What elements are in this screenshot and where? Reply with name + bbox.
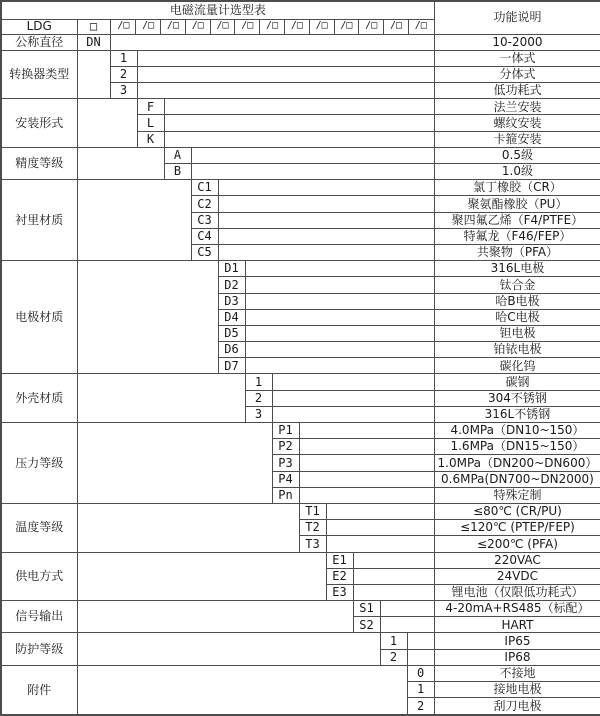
- model-slot-row: [112, 20, 433, 34]
- table-row: [1, 180, 600, 196]
- description-cell: 一体式: [434, 50, 600, 66]
- description-cell: 刮刀电极: [434, 698, 600, 715]
- blank-cell: [218, 212, 434, 228]
- code-cell: D7: [218, 358, 245, 374]
- blank-cell: [272, 390, 434, 406]
- blank-cell: [218, 244, 434, 260]
- blank-cell: [245, 358, 434, 374]
- description-cell: 4.0MPa（DN10~150）: [434, 423, 600, 439]
- code-cell: 1: [380, 633, 407, 649]
- table-row: [1, 665, 600, 681]
- model-slots: [110, 19, 434, 34]
- table-row: [1, 552, 600, 568]
- description-cell: 10-2000: [434, 34, 600, 50]
- code-cell: D3: [218, 293, 245, 309]
- blank-cell: [77, 374, 245, 423]
- description-cell: IP65: [434, 633, 600, 649]
- blank-cell: [77, 50, 110, 99]
- model-slot-box: /□: [334, 20, 359, 34]
- description-cell: 聚氨酯橡胶（PU）: [434, 196, 600, 212]
- code-cell: C3: [191, 212, 218, 228]
- code-cell: P3: [272, 455, 299, 471]
- model-first-slot: □: [77, 19, 110, 34]
- category-label: 附件: [1, 665, 77, 715]
- code-cell: 1: [245, 374, 272, 390]
- description-cell: 220VAC: [434, 552, 600, 568]
- code-cell: C4: [191, 228, 218, 244]
- description-cell: 钽电极: [434, 325, 600, 341]
- category-label: 供电方式: [1, 552, 77, 601]
- description-cell: 1.0级: [434, 164, 600, 180]
- blank-cell: [326, 520, 434, 536]
- blank-cell: [299, 439, 434, 455]
- model-slot-box: /□: [259, 20, 284, 34]
- code-cell: P2: [272, 439, 299, 455]
- blank-cell: [191, 164, 434, 180]
- description-cell: IP68: [434, 649, 600, 665]
- blank-cell: [245, 277, 434, 293]
- description-cell: 1.0MPa（DN200~DN600）: [434, 455, 600, 471]
- blank-cell: [380, 601, 434, 617]
- category-label: 外壳材质: [1, 374, 77, 423]
- code-cell: 2: [380, 649, 407, 665]
- blank-cell: [77, 665, 407, 715]
- description-cell: 304不锈钢: [434, 390, 600, 406]
- category-label: 精度等级: [1, 147, 77, 179]
- code-cell: E2: [326, 568, 353, 584]
- model-slot-box: /□: [284, 20, 309, 34]
- code-cell: D4: [218, 309, 245, 325]
- code-cell: 1: [407, 682, 434, 698]
- code-cell: 1: [110, 50, 137, 66]
- blank-cell: [164, 99, 434, 115]
- description-cell: 碳化钨: [434, 358, 600, 374]
- description-cell: 1.6MPa（DN15~150）: [434, 439, 600, 455]
- description-cell: ≤80℃ (CR/PU): [434, 503, 600, 519]
- model-slot-box: /□: [135, 20, 160, 34]
- table-row: [1, 503, 600, 519]
- blank-cell: [245, 309, 434, 325]
- blank-cell: [326, 503, 434, 519]
- table-row: [1, 423, 600, 439]
- code-cell: D1: [218, 261, 245, 277]
- code-cell: C5: [191, 244, 218, 260]
- description-cell: 聚四氟乙烯（F4/PTFE）: [434, 212, 600, 228]
- table-row: [1, 147, 600, 163]
- model-slot-box: /□: [117, 20, 130, 32]
- code-cell: 3: [245, 406, 272, 422]
- blank-cell: [137, 83, 434, 99]
- description-cell: HART: [434, 617, 600, 633]
- blank-cell: [77, 99, 137, 148]
- description-cell: 4-20mA+RS485（标配）: [434, 601, 600, 617]
- blank-cell: [77, 633, 380, 665]
- blank-cell: [272, 406, 434, 422]
- code-cell: L: [137, 115, 164, 131]
- code-cell: D5: [218, 325, 245, 341]
- description-cell: 低功耗式: [434, 83, 600, 99]
- blank-cell: [299, 471, 434, 487]
- blank-cell: [245, 342, 434, 358]
- category-label: 电极材质: [1, 261, 77, 374]
- blank-cell: [353, 584, 434, 600]
- model-slot-box: /□: [234, 20, 259, 34]
- blank-cell: [407, 649, 434, 665]
- description-cell: 316L电极: [434, 261, 600, 277]
- code-cell: C1: [191, 180, 218, 196]
- blank-cell: [326, 536, 434, 552]
- blank-cell: [77, 423, 272, 504]
- blank-cell: [137, 66, 434, 82]
- description-cell: 特殊定制: [434, 487, 600, 503]
- code-cell: F: [137, 99, 164, 115]
- model-slot-box: /□: [358, 20, 383, 34]
- description-cell: 分体式: [434, 66, 600, 82]
- description-cell: 接地电极: [434, 682, 600, 698]
- description-cell: 铂铱电极: [434, 342, 600, 358]
- table-row: [1, 34, 600, 50]
- category-label: 衬里材质: [1, 180, 77, 261]
- blank-cell: [110, 34, 434, 50]
- description-cell: ≤120℃ (PTEP/FEP): [434, 520, 600, 536]
- table-row: [1, 374, 600, 390]
- code-cell: E3: [326, 584, 353, 600]
- category-label: 公称直径: [1, 34, 77, 50]
- blank-cell: [218, 196, 434, 212]
- blank-cell: [299, 423, 434, 439]
- code-cell: K: [137, 131, 164, 147]
- category-label: 信号输出: [1, 601, 77, 633]
- blank-cell: [77, 180, 191, 261]
- model-slot-box: /□: [210, 20, 235, 34]
- table-row: [1, 633, 600, 649]
- code-cell: T3: [299, 536, 326, 552]
- code-cell: 2: [245, 390, 272, 406]
- blank-cell: [299, 455, 434, 471]
- model-prefix-label: LDG: [1, 19, 77, 34]
- category-label: 温度等级: [1, 503, 77, 552]
- code-cell: P1: [272, 423, 299, 439]
- code-cell: T2: [299, 520, 326, 536]
- code-cell: S1: [353, 601, 380, 617]
- table-row: [1, 50, 600, 66]
- description-cell: ≤200℃ (PFA): [434, 536, 600, 552]
- blank-cell: [245, 261, 434, 277]
- code-cell: Pn: [272, 487, 299, 503]
- blank-cell: [380, 617, 434, 633]
- code-cell: E1: [326, 552, 353, 568]
- blank-cell: [353, 552, 434, 568]
- code-cell: S2: [353, 617, 380, 633]
- blank-cell: [77, 503, 299, 552]
- code-cell: 2: [110, 66, 137, 82]
- code-cell: P4: [272, 471, 299, 487]
- description-cell: 氯丁橡胶（CR）: [434, 180, 600, 196]
- blank-cell: [77, 261, 218, 374]
- description-cell: 0.6MPa(DN700~DN2000): [434, 471, 600, 487]
- description-cell: 24VDC: [434, 568, 600, 584]
- table-row: [1, 1, 600, 19]
- description-cell: 0.5级: [434, 147, 600, 163]
- description-cell: 法兰安装: [434, 99, 600, 115]
- blank-cell: [299, 487, 434, 503]
- table-row: [1, 601, 600, 617]
- code-cell: 0: [407, 665, 434, 681]
- description-cell: 共聚物（PFA）: [434, 244, 600, 260]
- category-label: 压力等级: [1, 423, 77, 504]
- description-cell: 哈B电极: [434, 293, 600, 309]
- blank-cell: [245, 293, 434, 309]
- description-cell: 特氟龙（F46/FEP）: [434, 228, 600, 244]
- description-cell: 碳钢: [434, 374, 600, 390]
- table-row: [1, 261, 600, 277]
- blank-cell: [77, 601, 353, 633]
- function-column-header: 功能说明: [434, 1, 600, 34]
- model-slot-box: /□: [309, 20, 334, 34]
- page-title: 电磁流量计选型表: [1, 1, 434, 19]
- code-cell: 3: [110, 83, 137, 99]
- blank-cell: [272, 374, 434, 390]
- category-label: 防护等级: [1, 633, 77, 665]
- blank-cell: [164, 131, 434, 147]
- blank-cell: [164, 115, 434, 131]
- description-cell: 钛合金: [434, 277, 600, 293]
- description-cell: 316L不锈钢: [434, 406, 600, 422]
- code-cell: D2: [218, 277, 245, 293]
- code-cell: C2: [191, 196, 218, 212]
- code-cell: 2: [407, 698, 434, 715]
- model-slot-box: /□: [408, 20, 433, 34]
- code-cell: T1: [299, 503, 326, 519]
- model-slot-box: /□: [383, 20, 408, 34]
- code-cell: A: [164, 147, 191, 163]
- model-slot-box: /□: [160, 20, 185, 34]
- blank-cell: [353, 568, 434, 584]
- category-label: 安装形式: [1, 99, 77, 148]
- blank-cell: [407, 633, 434, 649]
- description-cell: 螺纹安装: [434, 115, 600, 131]
- blank-cell: [191, 147, 434, 163]
- blank-cell: [77, 552, 326, 601]
- description-cell: 不接地: [434, 665, 600, 681]
- table-row: [1, 99, 600, 115]
- blank-cell: [137, 50, 434, 66]
- code-cell: D6: [218, 342, 245, 358]
- code-cell: B: [164, 164, 191, 180]
- blank-cell: [218, 180, 434, 196]
- code-cell: DN: [77, 34, 110, 50]
- description-cell: 卡箍安装: [434, 131, 600, 147]
- description-cell: 哈C电极: [434, 309, 600, 325]
- category-label: 转换器类型: [1, 50, 77, 99]
- model-slot-box: /□: [185, 20, 210, 34]
- blank-cell: [77, 147, 164, 179]
- blank-cell: [245, 325, 434, 341]
- blank-cell: [218, 228, 434, 244]
- description-cell: 锂电池（仅限低功耗式）: [434, 584, 600, 600]
